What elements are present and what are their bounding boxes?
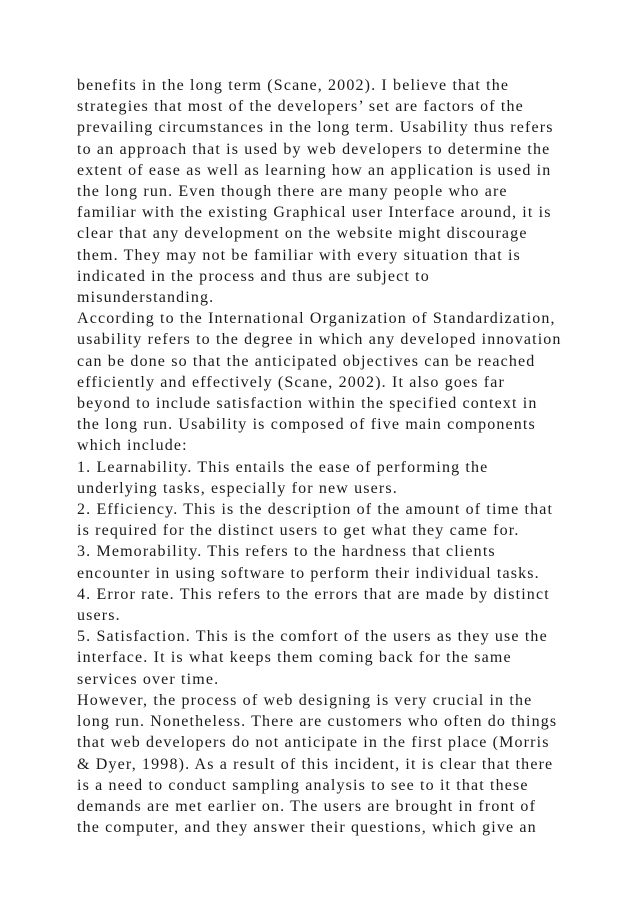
list-item-line: services over time. — [77, 670, 220, 688]
text-line: usability refers to the degree in which any developed innovation — [77, 331, 562, 349]
text-line: the computer, and they answer their questions, which give an — [77, 819, 537, 837]
document-body — [77, 75, 577, 838]
list-item-line: 2. Efficiency. This is the description of the amount of time that — [77, 501, 554, 519]
text-line: misunderstanding. — [77, 289, 215, 307]
text-line: demands are met earlier on. The users are brought in front of — [77, 797, 537, 815]
list-item-line: 4. Error rate. This refers to the errors that are made by distinct — [77, 585, 550, 603]
text-line: According to the International Organization of Standardization, — [77, 310, 556, 328]
text-line: the long run. Usability is composed of five main components — [77, 416, 536, 434]
text-line: the long run. Even though there are many people who are — [77, 183, 508, 201]
text-line: to an approach that is used by web developers to determine the — [77, 140, 551, 158]
text-line: can be done so that the anticipated objectives can be reached — [77, 352, 536, 370]
text-line: which include: — [77, 437, 188, 455]
text-line: is a need to conduct sampling analysis to see to it that these — [77, 776, 529, 794]
text-line: beyond to include satisfaction within the specified context in — [77, 395, 538, 413]
list-item-line: users. — [77, 607, 121, 625]
text-line: However, the process of web designing is very crucial in the — [77, 691, 533, 709]
text-line: extent of ease as well as learning how an application is used in — [77, 161, 552, 179]
list-item-line: is required for the distinct users to get what they came for. — [77, 522, 520, 540]
text-line: & Dyer, 1998). As a result of this incident, it is clear that there — [77, 755, 554, 773]
text-line: prevailing circumstances in the long term. Usability thus refers — [77, 119, 554, 137]
text-line: strategies that most of the developers’ set are factors of the — [77, 98, 524, 116]
list-item-line: 5. Satisfaction. This is the comfort of the users as they use the — [77, 628, 548, 646]
text-line: them. They may not be familiar with every situation that is — [77, 246, 521, 264]
list-item-line: 3. Memorability. This refers to the hardness that clients — [77, 543, 496, 561]
text-line: familiar with the existing Graphical user Interface around, it is — [77, 204, 552, 222]
list-item-line: interface. It is what keeps them coming back for the same — [77, 649, 512, 667]
text-line: clear that any development on the website might discourage — [77, 225, 528, 243]
text-line: benefits in the long term (Scane, 2002). I believe that the — [77, 77, 510, 94]
text-line: long run. Nonetheless. There are customers who often do things — [77, 713, 558, 731]
text-line: indicated in the process and thus are subject to — [77, 267, 430, 285]
list-item-line: 1. Learnability. This entails the ease of performing the — [77, 458, 489, 476]
list-item-line: underlying tasks, especially for new users. — [77, 479, 398, 497]
list-item-line: encounter in using software to perform their individual tasks. — [77, 564, 540, 582]
text-line: efficiently and effectively (Scane, 2002). It also goes far — [77, 373, 506, 391]
text-line: that web developers do not anticipate in the first place (Morris — [77, 734, 550, 752]
